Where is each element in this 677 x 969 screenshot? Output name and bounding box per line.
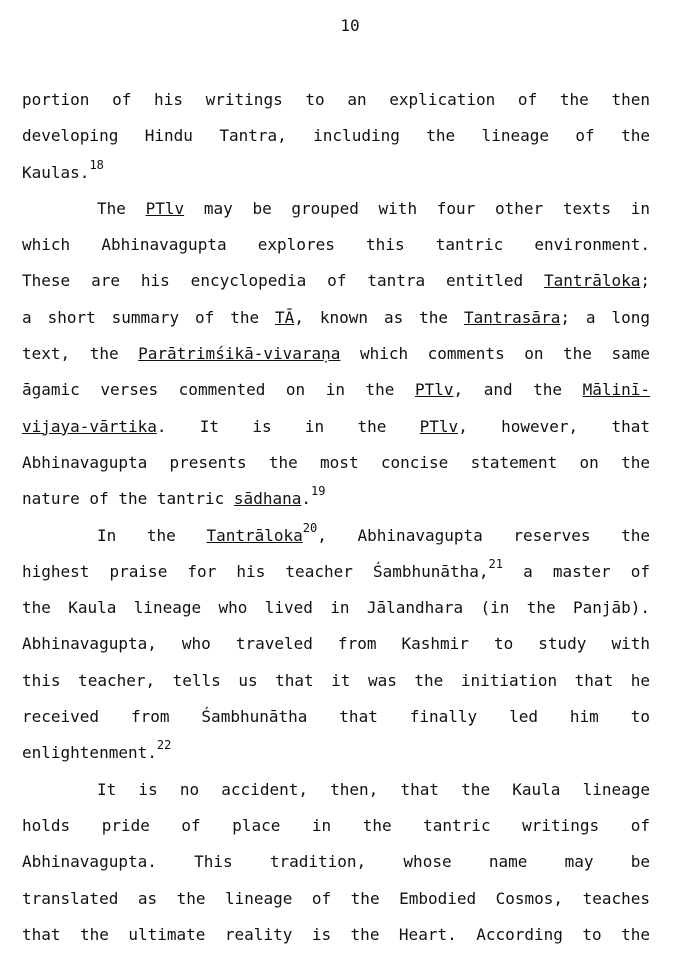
underlined-title: Tantrāloka: [544, 271, 641, 291]
text-line: [22, 340, 650, 376]
text-run: the Kaula lineage who lived in Jālandhara (in the Panjāb).: [22, 598, 650, 618]
underlined-title: Parātrimśikā-vivaraṇa: [138, 344, 341, 364]
underlined-title: PTlv: [145, 198, 185, 218]
text-run: translated as the lineage of the Embodied Cosmos, teaches: [22, 888, 650, 908]
text-run: ;: [640, 271, 650, 291]
text-run: .: [301, 489, 311, 509]
text-run: These are his encyclopedia of tantra entitled: [22, 271, 545, 291]
text-run: . It is in the: [156, 416, 420, 436]
text-run: may be grouped with four other texts in: [184, 198, 651, 218]
text-run: developing Hindu Tantra, including the lineage of the: [22, 126, 650, 146]
underlined-title: TĀ: [275, 307, 295, 327]
text-run: which Abhinavagupta explores this tantric environment.: [22, 235, 650, 255]
text-line: [22, 630, 650, 666]
text-line: [22, 267, 650, 303]
underlined-title: PTlv: [414, 380, 454, 400]
text-line: [22, 812, 650, 848]
text-run: which comments on the same: [340, 344, 650, 364]
text-run: The: [97, 198, 146, 218]
text-line: [22, 522, 650, 558]
text-run: portion of his writings to an explication of the then: [22, 90, 650, 109]
footnote-marker: 18: [89, 157, 104, 172]
text-run: enlightenment.: [22, 743, 157, 763]
text-run: text, the: [22, 344, 139, 364]
footnote-marker: 19: [311, 484, 326, 499]
text-line: [22, 122, 650, 158]
underlined-title: Tantrasāra: [464, 307, 561, 327]
text-run: , Abhinavagupta reserves the: [317, 525, 651, 545]
text-run: Abhinavagupta, who traveled from Kashmir to study with: [22, 634, 650, 654]
text-run: It is no accident, then, that the Kaula lineage: [97, 779, 650, 799]
text-line: [22, 921, 650, 957]
text-line: [22, 159, 650, 195]
text-run: , known as the: [294, 307, 464, 327]
text-line: [22, 594, 650, 630]
text-line: [22, 86, 650, 122]
text-run: holds pride of place in the tantric writings of: [22, 815, 650, 835]
text-line: [22, 304, 650, 340]
text-line: [22, 739, 650, 775]
text-line: [22, 231, 650, 267]
text-run: In the: [97, 525, 207, 545]
underlined-title: PTlv: [419, 416, 459, 436]
footnote-marker: 21: [488, 556, 503, 571]
text-run: this teacher, tells us that it was the initiation that he: [22, 670, 650, 690]
underlined-title: sādhana: [233, 489, 302, 509]
text-run: ; a long: [560, 307, 650, 327]
text-line: [22, 413, 650, 449]
text-run: Abhinavagupta presents the most concise statement on the: [22, 452, 650, 472]
text-run: nature of the tantric: [22, 489, 234, 509]
text-line: [22, 485, 650, 521]
text-line: [22, 195, 650, 231]
text-line: [22, 776, 650, 812]
text-run: , however, that: [458, 416, 650, 436]
text-line: [22, 667, 650, 703]
body-text: [22, 86, 650, 957]
footnote-marker: 20: [302, 520, 318, 535]
underlined-title: Tantrāloka: [206, 525, 303, 545]
text-line: [22, 376, 650, 412]
text-run: received from Śambhunātha that finally led him to: [22, 707, 650, 727]
text-line: [22, 848, 650, 884]
footnote-marker: 22: [156, 738, 172, 753]
text-run: Abhinavagupta. This tradition, whose name may be: [22, 852, 650, 872]
text-line: [22, 558, 650, 594]
text-line: [22, 449, 650, 485]
underlined-title: vijaya-vārtika: [22, 416, 157, 436]
text-line: [22, 703, 650, 739]
underlined-title: Mālinī-: [582, 380, 651, 400]
page-number: 10: [340, 16, 360, 35]
text-run: a short summary of the: [22, 307, 276, 327]
text-line: [22, 885, 650, 921]
text-run: that the ultimate reality is the Heart. According to the: [22, 924, 650, 944]
text-run: a master of: [503, 561, 650, 581]
text-run: highest praise for his teacher Śambhunātha,: [22, 561, 489, 581]
text-run: āgamic verses commented on in the: [22, 380, 415, 400]
text-run: Kaulas.: [22, 162, 90, 182]
text-run: , and the: [453, 380, 583, 400]
